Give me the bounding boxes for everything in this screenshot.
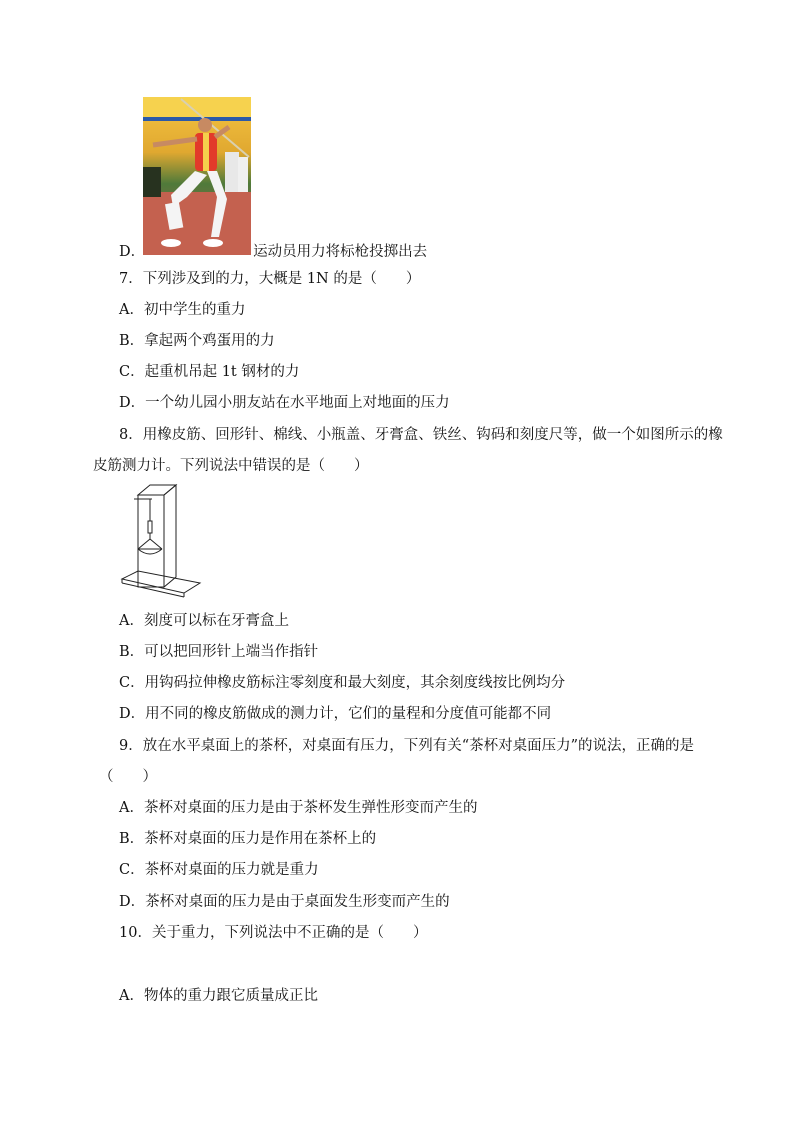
- q8-option-a: A．刻度可以标在牙膏盒上: [119, 613, 289, 629]
- q9-stem-line1: 9．放在水平桌面上的茶杯，对桌面有压力，下列有关“茶杯对桌面压力”的说法，正确的是: [119, 738, 695, 754]
- q8-stem-line1: 8．用橡皮筋、回形针、棉线、小瓶盖、牙膏盒、铁丝、钩码和刻度尺等，做一个如图所示的橡: [119, 427, 723, 443]
- q10-stem: 10．关于重力，下列说法中不正确的是（ ）: [119, 925, 428, 941]
- q7-option-d: D．一个幼儿园小朋友站在水平地面上对地面的压力: [119, 395, 450, 411]
- q8-stem-line2: 皮筋测力计。下列说法中错误的是（ ）: [93, 458, 369, 474]
- q9-option-d: D．茶杯对桌面的压力是由于桌面发生形变而产生的: [119, 894, 450, 910]
- q9-stem-line2: （ ）: [99, 769, 157, 785]
- q9-option-a: A．茶杯对桌面的压力是由于茶杯发生弹性形变而产生的: [119, 800, 478, 816]
- q8-option-c: C．用钩码拉伸橡皮筋标注零刻度和最大刻度，其余刻度线按比例均分: [119, 675, 566, 691]
- javelin-thrower-photo: [143, 97, 251, 255]
- q9-option-b: B．茶杯对桌面的压力是作用在茶杯上的: [119, 831, 377, 847]
- q8-option-d: D．用不同的橡皮筋做成的测力计，它们的量程和分度值可能都不同: [119, 706, 552, 722]
- q8-option-b: B．可以把回形针上端当作指针: [119, 644, 319, 660]
- q7-option-a: A．初中学生的重力: [119, 302, 246, 318]
- q6-option-d-letter: D．: [119, 244, 146, 260]
- q7-stem: 7．下列涉及到的力，大概是 1N 的是（ ）: [119, 271, 421, 287]
- rubber-band-force-meter-figure: [120, 483, 202, 601]
- q9-option-c: C．茶杯对桌面的压力就是重力: [119, 862, 319, 878]
- q6-option-d-text: 运动员用力将标枪投掷出去: [253, 244, 428, 260]
- q7-option-c: C．起重机吊起 1t 钢材的力: [119, 364, 300, 380]
- q10-option-a: A．物体的重力跟它质量成正比: [119, 988, 318, 1004]
- q7-option-b: B．拿起两个鸡蛋用的力: [119, 333, 275, 349]
- q6-option-d: [119, 243, 427, 261]
